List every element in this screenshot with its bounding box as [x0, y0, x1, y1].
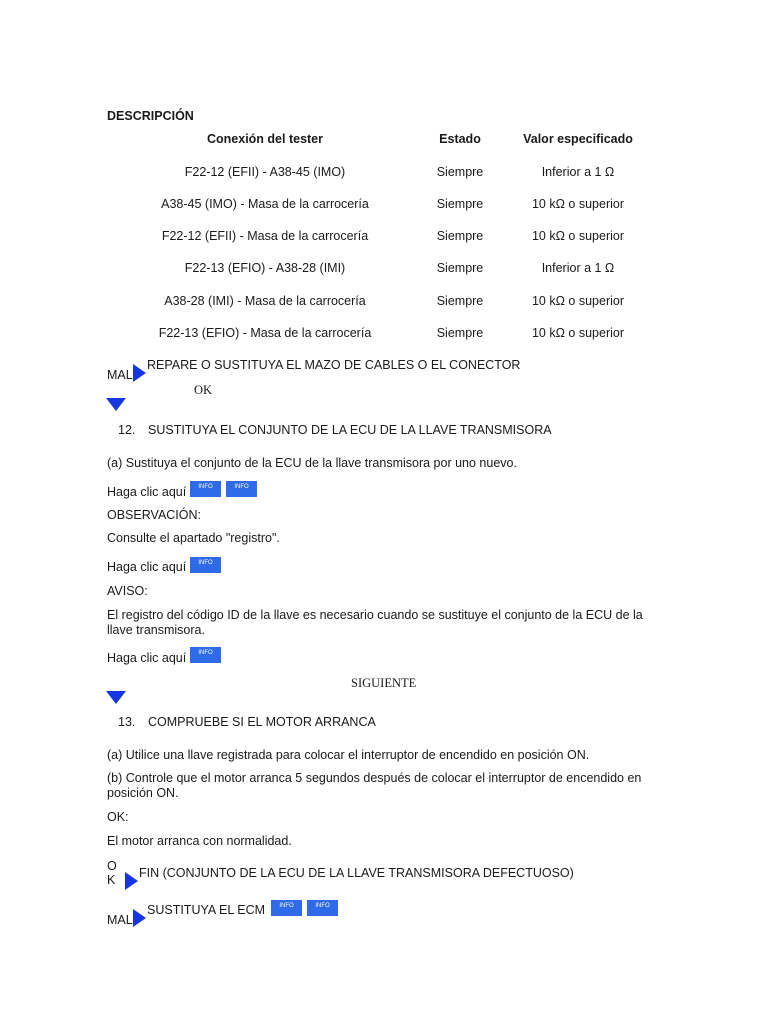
row-value: 10 kΩ o superior [531, 326, 625, 340]
step13-instruction-a: (a) Utilice una llave registrada para colocar el interruptor de encendido en posición ON. [107, 748, 590, 762]
triangle-right-icon [133, 909, 146, 927]
ok-label: OK [194, 383, 213, 397]
triangle-down-icon [106, 691, 126, 704]
info-button[interactable]: INFO [190, 557, 221, 573]
header-value: Valor especificado [523, 132, 633, 146]
section-title: DESCRIPCIÓN [107, 109, 194, 123]
step12-instruction: (a) Sustituya el conjunto de la ECU de la llave transmisora por uno nuevo. [107, 456, 517, 470]
step13-number: 13. [118, 715, 136, 729]
ok-title: OK: [107, 810, 129, 824]
replace-ecm-link[interactable]: SUSTITUYA EL ECM [147, 903, 266, 917]
row-connection: F22-13 (EFIO) - A38-28 (IMI) [184, 261, 346, 275]
row-value: 10 kΩ o superior [531, 229, 625, 243]
info-button[interactable]: INFO [307, 900, 338, 916]
row-state: Siempre [436, 229, 484, 243]
step12-title: SUSTITUYA EL CONJUNTO DE LA ECU DE LA LLAVE TRANSMISORA [148, 423, 552, 437]
triangle-right-icon [125, 872, 138, 890]
info-button[interactable]: INFO [190, 647, 221, 663]
ok-text: El motor arranca con normalidad. [107, 834, 292, 848]
ok-branch-label: O K [107, 859, 117, 887]
row-connection: F22-12 (EFII) - Masa de la carrocería [161, 229, 369, 243]
row-connection: A38-28 (IMI) - Masa de la carrocería [164, 294, 366, 308]
header-state: Estado [439, 132, 481, 146]
step13-instruction-b: (b) Controle que el motor arranca 5 segundos después de colocar el interruptor de encendido en posición ON. [107, 771, 642, 800]
step13-title: COMPRUEBE SI EL MOTOR ARRANCA [148, 715, 376, 729]
triangle-down-icon [106, 398, 126, 411]
click-here-text: Haga clic aquí [107, 651, 187, 665]
row-value: 10 kΩ o superior [531, 197, 625, 211]
header-connection: Conexión del tester [207, 132, 323, 146]
row-state: Siempre [436, 326, 484, 340]
repair-link[interactable]: REPARE O SUSTITUYA EL MAZO DE CABLES O EL CONECTOR [147, 358, 521, 372]
row-value: Inferior a 1 Ω [541, 165, 615, 179]
observation-title: OBSERVACIÓN: [107, 508, 202, 522]
row-state: Siempre [436, 261, 484, 275]
ok-branch-link[interactable]: FIN (CONJUNTO DE LA ECU DE LA LLAVE TRANSMISORA DEFECTUOSO) [139, 866, 574, 880]
row-value: Inferior a 1 Ω [541, 261, 615, 275]
observation-text: Consulte el apartado "registro". [107, 531, 280, 545]
mal-label: MAL [107, 368, 133, 382]
row-connection: A38-45 (IMO) - Masa de la carrocería [161, 197, 369, 211]
info-button[interactable]: INFO [190, 481, 221, 497]
triangle-right-icon [133, 364, 146, 382]
notice-text: El registro del código ID de la llave es necesario cuando se sustituye el conjunto de la ECU de la llave transmisora. [107, 608, 643, 637]
row-connection: F22-12 (EFII) - A38-45 (IMO) [184, 165, 346, 179]
step12-number: 12. [118, 423, 136, 437]
row-state: Siempre [436, 197, 484, 211]
click-here-text: Haga clic aquí [107, 560, 187, 574]
notice-title: AVISO: [107, 584, 148, 598]
info-button[interactable]: INFO [226, 481, 257, 497]
siguiente-label: SIGUIENTE [351, 676, 417, 690]
mal-label: MAL [107, 913, 133, 927]
row-state: Siempre [436, 165, 484, 179]
info-button[interactable]: INFO [271, 900, 302, 916]
row-value: 10 kΩ o superior [531, 294, 625, 308]
click-here-text: Haga clic aquí [107, 485, 187, 499]
row-connection: F22-13 (EFIO) - Masa de la carrocería [158, 326, 372, 340]
row-state: Siempre [436, 294, 484, 308]
